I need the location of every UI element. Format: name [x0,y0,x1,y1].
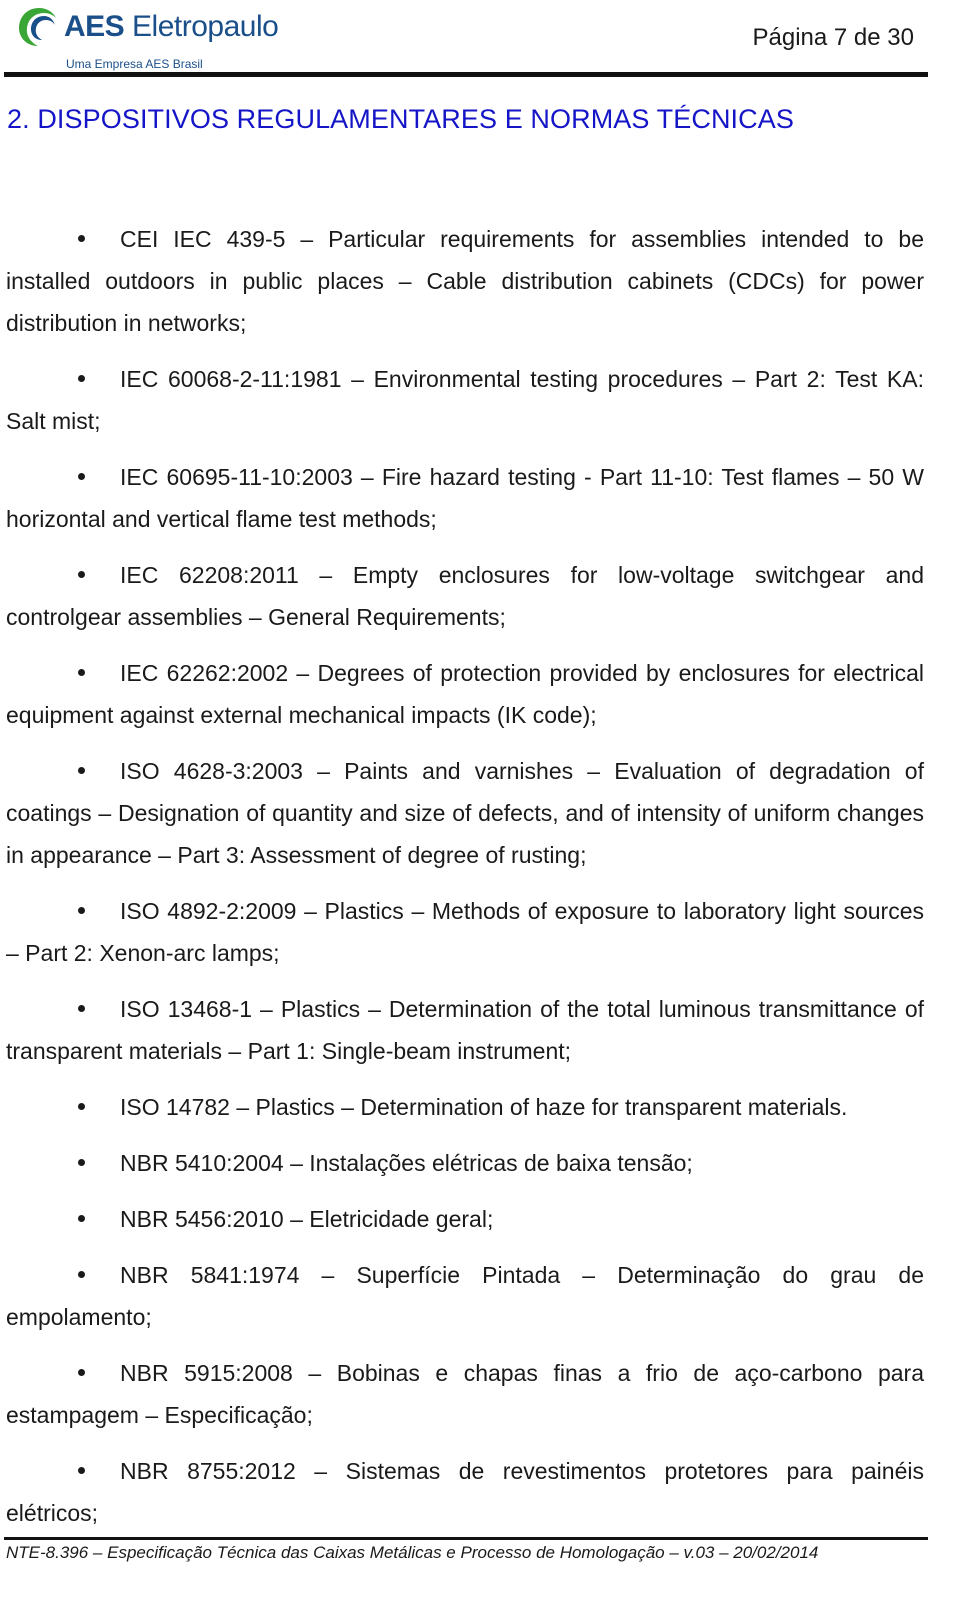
list-item [6,890,924,974]
list-item [6,1254,924,1338]
list-item [6,456,924,540]
list-item-text: IEC 62262:2002 – Degrees of protection provided by enclosures for electrical equipment against external mechanical impacts (IK code); [6,660,924,728]
list-item [6,1086,924,1128]
footer-divider [4,1537,928,1540]
bullet-icon [78,907,85,914]
list-item [6,1352,924,1436]
bullet-icon [78,669,85,676]
list-item-text: NBR 5456:2010 – Eletricidade geral; [120,1206,494,1232]
list-item [6,358,924,442]
bullet-icon [78,375,85,382]
list-item-text: ISO 4892-2:2009 – Plastics – Methods of exposure to laboratory light sources – Part 2: Xenon-arc lamps; [6,898,924,966]
bullet-icon [78,1467,85,1474]
list-item-text: ISO 4628-3:2003 – Paints and varnishes – Evaluation of degradation of coatings – Designation of quantity and size of defects, and of intensity of uniform changes in appearance – Part 3: Assessment of degree of rusting; [6,758,924,868]
list-item-text: IEC 60695-11-10:2003 – Fire hazard testing - Part 11-10: Test flames – 50 W horizontal and vertical flame test methods; [6,464,924,532]
list-item-text: NBR 8755:2012 – Sistemas de revestimentos protetores para painéis elétricos; [6,1458,924,1526]
list-item [6,750,924,876]
list-item-text: IEC 60068-2-11:1981 – Environmental testing procedures – Part 2: Test KA: Salt mist; [6,366,924,434]
page-number: Página 7 de 30 [752,24,914,51]
company-logo [14,2,314,74]
bullet-icon [78,1215,85,1222]
logo-swirl-icon [14,2,64,52]
bullet-icon [78,473,85,480]
list-item [6,988,924,1072]
list-item-text: IEC 62208:2011 – Empty enclosures for low-voltage switchgear and controlgear assemblies – General Requirements; [6,562,924,630]
bullet-icon [78,571,85,578]
list-item [6,1450,924,1534]
list-item-text: NBR 5915:2008 – Bobinas e chapas finas a frio de aço-carbono para estampagem – Especificação; [6,1360,924,1428]
header-divider [4,72,928,77]
list-item-text: ISO 13468-1 – Plastics – Determination of the total luminous transmittance of transparent materials – Part 1: Single-beam instrument; [6,996,924,1064]
list-item [6,1142,924,1184]
bullet-icon [78,1103,85,1110]
section-title: 2. DISPOSITIVOS REGULAMENTARES E NORMAS TÉCNICAS [7,104,794,134]
list-item [6,1198,924,1240]
list-item-text: NBR 5841:1974 – Superfície Pintada – Determinação do grau de empolamento; [6,1262,924,1330]
standards-list [6,218,924,1548]
bullet-icon [78,235,85,242]
list-item-text: NBR 5410:2004 – Instalações elétricas de baixa tensão; [120,1150,693,1176]
bullet-icon [78,1271,85,1278]
bullet-icon [78,767,85,774]
list-item [6,652,924,736]
page-header [0,0,960,80]
list-item-text: CEI IEC 439-5 – Particular requirements for assemblies intended to be installed outdoors in public places – Cable distribution cabinets (CDCs) for power distribution in networks; [6,226,924,336]
bullet-icon [78,1005,85,1012]
bullet-icon [78,1369,85,1376]
list-item-text: ISO 14782 – Plastics – Determination of haze for transparent materials. [120,1094,848,1120]
bullet-icon [78,1159,85,1166]
list-item [6,554,924,638]
list-item [6,218,924,344]
page-footer: NTE-8.396 – Especificação Técnica das Caixas Metálicas e Processo de Homologação – v.03 – 20/02/2014 [6,1543,819,1562]
logo-wordmark: AES Eletropaulo [64,10,279,43]
logo-subtitle: Uma Empresa AES Brasil [66,57,203,71]
